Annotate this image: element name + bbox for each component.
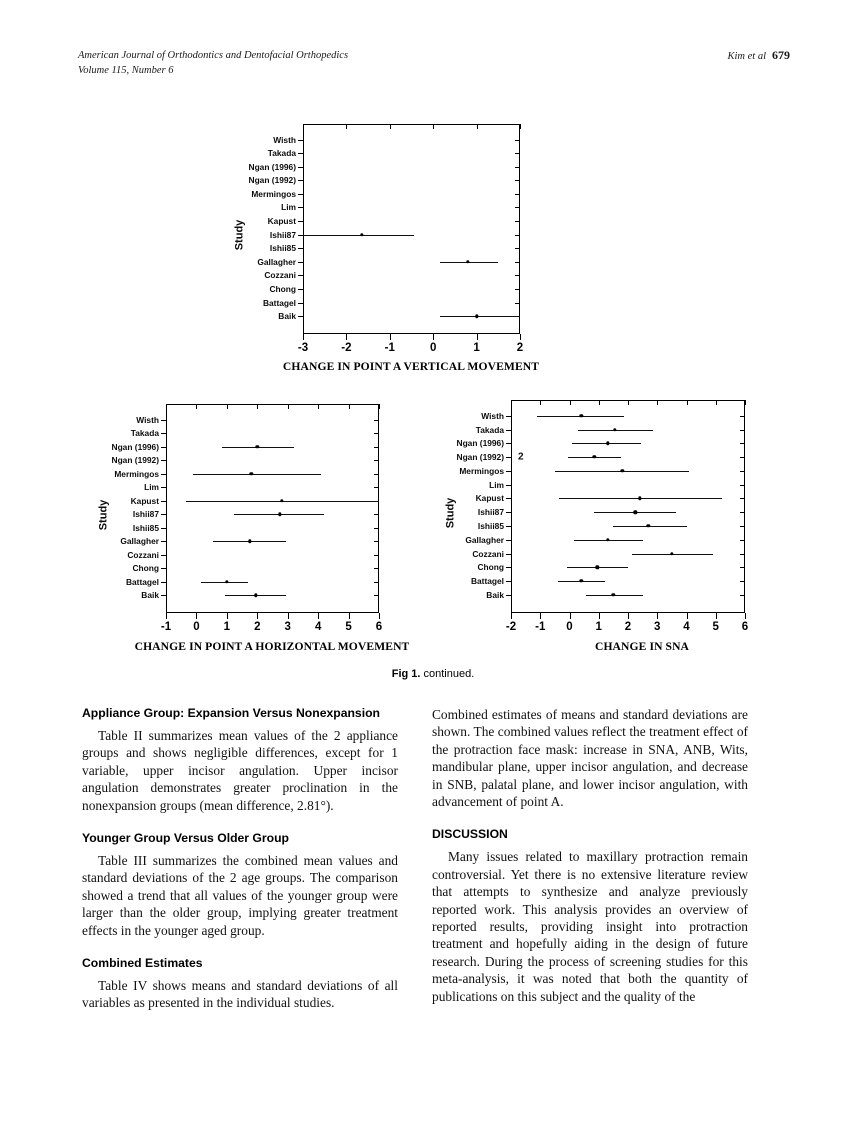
x-axis-tick-label: 0 (566, 621, 573, 633)
y-axis-tick (506, 540, 512, 541)
y-axis-label-study: Ishii87 (269, 229, 296, 240)
y-axis-tick-right (740, 485, 745, 486)
x-axis-tick-top (745, 400, 746, 405)
y-axis-label-study: Battagel (125, 576, 159, 587)
y-axis-label-study: Chong (477, 562, 504, 573)
x-axis-tick-top (687, 400, 688, 405)
figure-caption-text: continued. (420, 668, 475, 680)
y-axis-label-study: Ishii85 (132, 522, 159, 533)
x-axis-tick (687, 613, 688, 619)
y-axis-tick (506, 443, 512, 444)
x-axis-tick-top (599, 400, 600, 405)
x-axis-tick-label: 2 (624, 621, 632, 633)
x-axis-tick-label: 3 (654, 621, 661, 633)
body-paragraph: Table III summarizes the combined mean values and standard deviations of the 2 age groups. The comparison showed a trend that all values of the younger group were larger than the older group, implying greater treatment effects in the younger aged group. (82, 853, 398, 938)
y-axis-label-study: Ishii85 (269, 243, 296, 254)
x-axis-tick-top (657, 400, 658, 405)
y-axis-tick-right (740, 443, 745, 444)
y-axis-label-study: Chong (269, 283, 296, 294)
x-axis-tick (628, 613, 629, 619)
x-axis-tick-top (628, 400, 629, 405)
x-axis-tick (540, 613, 541, 619)
y-axis-label-study: Ngan (1996) (248, 161, 296, 172)
section-heading: Appliance Group: Expansion Versus Nonexpansion (82, 706, 380, 720)
y-axis-tick-right (740, 512, 745, 513)
body-paragraph: Many issues related to maxillary protraction remain controversial. Yet there is no extensive literature review that attempts to synthesize and analyze previously reported work. This analysis provides an overview of reported results, providing insight into protraction treatment and hopefully aiding in the design of future research. During the process of screening studies for this meta-analysis, it was noted that both the quantity of publications on this subject and the quality of the (432, 849, 748, 1004)
x-axis-tick-top (570, 400, 571, 405)
x-axis-title: CHANGE IN POINT A VERTICAL MOVEMENT (282, 360, 540, 373)
y-axis-tick-right (740, 457, 745, 458)
x-axis-tick-top (511, 400, 512, 405)
plot-frame (511, 400, 745, 613)
y-axis-tick (506, 512, 512, 513)
y-axis-label-study: Wisth (273, 134, 296, 145)
y-axis-tick (506, 471, 512, 472)
y-axis-label-study: Mermingos (114, 468, 159, 479)
y-axis-tick-right (740, 526, 745, 527)
section-heading: Younger Group Versus Older Group (82, 831, 289, 846)
x-axis-tick-label: 4 (683, 621, 690, 633)
x-axis-tick (745, 613, 746, 619)
x-axis-title: CHANGE IN SNA (594, 640, 690, 653)
y-axis-title: Study (444, 497, 457, 529)
x-axis-tick-label: 6 (375, 621, 383, 633)
y-axis-label-study: Mermingos (459, 465, 504, 476)
x-axis-tick-label: 1 (595, 621, 602, 633)
author-names: Kim et al (727, 51, 766, 62)
x-axis-tick-label: 2 (516, 342, 524, 354)
x-axis-tick-label: 6 (741, 621, 749, 633)
y-axis-tick (506, 526, 512, 527)
y-axis-label-study: Chong (132, 563, 159, 574)
y-axis-label-study: Baik (486, 589, 504, 600)
y-axis-tick (506, 554, 512, 555)
body-paragraph: Table IV shows means and standard deviations of all variables as presented in the individual studies. (82, 978, 398, 1011)
y-axis-tick (506, 567, 512, 568)
y-axis-title: Study (97, 499, 110, 531)
y-axis-tick-right (740, 498, 745, 499)
y-axis-label-study: Ngan (1996) (456, 438, 504, 449)
y-axis-label-study: Lim (281, 202, 296, 213)
x-axis-tick (657, 613, 658, 619)
y-axis-label-study: Cozzani (264, 270, 296, 281)
y-axis-label-study: Ngan (1992) (456, 452, 504, 463)
y-axis-label-study: Wisth (136, 414, 159, 425)
x-axis-tick-label: 1 (473, 342, 480, 354)
y-axis-label-study: Baik (278, 311, 296, 322)
x-axis-tick (599, 613, 600, 619)
x-axis-tick (570, 613, 571, 619)
y-axis-label-study: Ishii87 (132, 509, 159, 520)
x-axis-tick-label: -1 (384, 342, 395, 354)
x-axis-tick-label: 1 (223, 621, 231, 633)
stray-mark: 2 (518, 451, 524, 463)
y-axis-tick (506, 416, 512, 417)
x-axis-tick-top (540, 400, 541, 405)
body-paragraph: Table II summarizes mean values of the 2 appliance groups and shows negligible differences, except for 1 variable, upper incisor angulation. Upper incisor angulation demonstrates greater proclination in the nonexpansion groups (mean difference, 2.81°). (82, 728, 398, 813)
y-axis-label-study: Ngan (1996) (111, 441, 159, 452)
x-axis-tick-label: 0 (193, 621, 200, 633)
y-axis-label-study: Battagel (262, 297, 296, 308)
y-axis-label-study: Lim (144, 482, 159, 493)
y-axis-label-study: Ishii85 (477, 520, 504, 531)
x-axis-tick-label: 4 (314, 621, 322, 633)
y-axis-label-study: Ngan (1992) (111, 455, 159, 466)
x-axis-tick-label: 0 (429, 342, 437, 354)
x-axis-tick-label: -3 (297, 342, 309, 354)
x-axis-title: CHANGE IN POINT A HORIZONTAL MOVEMENT (134, 640, 410, 653)
x-axis-tick-label: 5 (712, 621, 719, 633)
figure-caption-label: Fig 1. (391, 668, 421, 680)
y-axis-label-study: Gallagher (257, 256, 296, 267)
y-axis-label-study: Lim (489, 479, 504, 490)
figure-caption (0, 668, 866, 680)
x-axis-tick-label: -1 (160, 621, 172, 633)
y-axis-tick (506, 595, 512, 596)
x-axis-tick-label: -1 (535, 621, 546, 633)
body-paragraph: Combined estimates of means and standard deviations are shown. The combined values reflect the treatment effect of the protraction face mask: increase in SNA, ANB, Wits, mandibular plane, upper incisor angulation, and decrease in SNB, palatal plane, and lower incisor angulation, with advancement of point A. (432, 707, 748, 810)
y-axis-label-study: Takada (130, 428, 159, 439)
y-axis-tick-right (740, 567, 745, 568)
y-axis-tick (506, 581, 512, 582)
y-axis-tick (506, 430, 512, 431)
y-axis-tick-right (740, 430, 745, 431)
x-axis-tick-label: 2 (254, 621, 261, 633)
y-axis-label-study: Kapust (267, 216, 296, 227)
y-axis-label-study: Kapust (130, 495, 159, 506)
x-axis-tick (716, 613, 717, 619)
y-axis-title: Study (233, 219, 246, 251)
y-axis-label-study: Wisth (481, 410, 504, 421)
volume-issue: Volume 115, Number 6 (78, 65, 174, 76)
section-heading: Combined Estimates (82, 956, 203, 971)
y-axis-label-study: Baik (141, 590, 159, 601)
y-axis-label-study: Ngan (1992) (248, 175, 296, 186)
x-axis-tick-top (716, 400, 717, 405)
y-axis-label-study: Cozzani (472, 548, 504, 559)
y-axis-label-study: Ishii87 (477, 507, 504, 518)
y-axis-label-study: Takada (475, 424, 504, 435)
y-axis-tick-right (740, 416, 745, 417)
x-axis-tick (511, 613, 512, 619)
body-column-right (432, 706, 748, 1016)
y-axis-tick-right (740, 540, 745, 541)
confidence-interval-line (613, 526, 686, 527)
x-axis-tick-label: -2 (341, 342, 352, 354)
y-axis-tick-right (740, 471, 745, 472)
x-axis-tick-label: 3 (284, 621, 291, 633)
y-axis-tick-right (740, 554, 745, 555)
y-axis-tick-right (740, 595, 745, 596)
y-axis-label-study: Gallagher (120, 536, 159, 547)
y-axis-label-study: Takada (267, 148, 296, 159)
journal-name: American Journal of Orthodontics and Dentofacial Orthopedics (78, 50, 349, 61)
page-number: 679 (772, 48, 790, 62)
y-axis-label-study: Gallagher (465, 534, 504, 545)
x-axis-tick-label: -2 (505, 621, 517, 633)
y-axis-tick (506, 485, 512, 486)
body-column-left (82, 706, 398, 1023)
y-axis-tick-right (740, 581, 745, 582)
section-heading: DISCUSSION (432, 827, 508, 842)
y-axis-label-study: Battagel (470, 576, 504, 587)
y-axis-label-study: Cozzani (127, 549, 159, 560)
y-axis-tick (506, 457, 512, 458)
x-axis-tick-label: 5 (345, 621, 352, 633)
y-axis-tick (506, 498, 512, 499)
y-axis-label-study: Mermingos (251, 188, 296, 199)
y-axis-label-study: Kapust (475, 493, 504, 504)
